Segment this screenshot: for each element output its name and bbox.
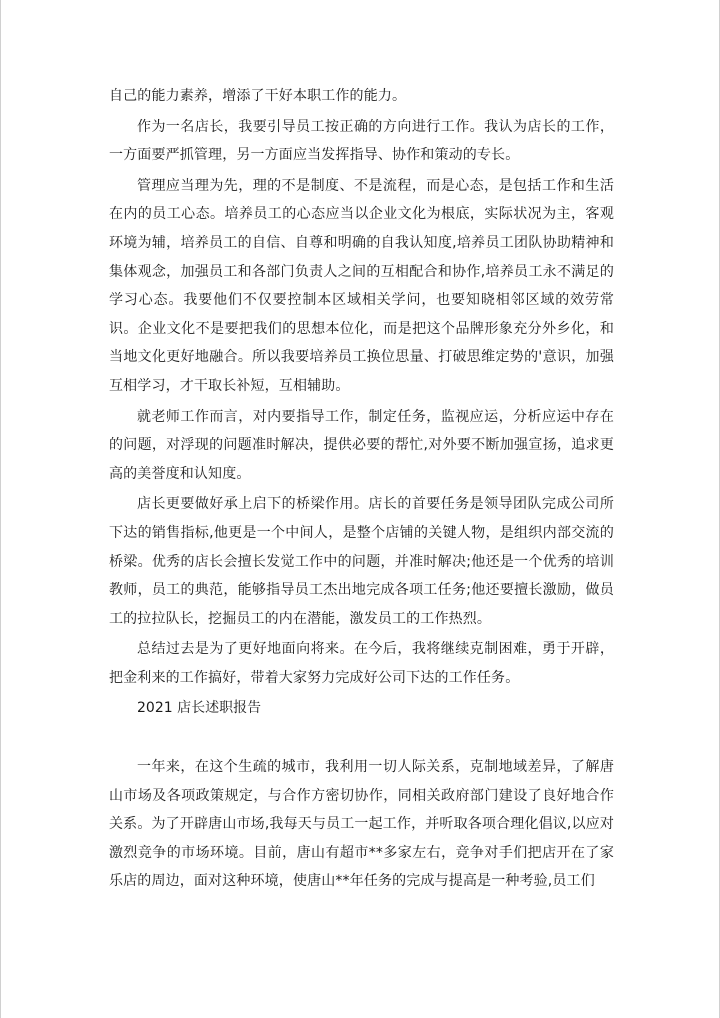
paragraph-year-review: 一年来，在这个生疏的城市，我利用一切人际关系，克制地域差异，了解唐山市场及各项政策规定，与合作方密切协作，同相关政府部门建设了良好地合作关系。为了开辟唐山市场,我每天与员工一起工作，并听取各项合理化倡议,以应对激烈竞争的市场环境。目前，唐山有超市**多家左右，竞争对手们把店开在了家乐店的周边，面对这种环境，使唐山**年任务的完成与提高是一种考验,员工们 bbox=[109, 759, 614, 890]
paragraph-teacher-work: 就老师工作而言，对内要指导工作，制定任务，监视应运，分析应运中存在的问题，对浮现的问题准时解决，提供必要的帮忙,对外要不断加强宣扬，追求更高的美誉度和认知度。 bbox=[109, 408, 614, 482]
paragraph-store-manager-role: 作为一名店长，我要引导员工按正确的方向进行工作。我认为店长的工作，一方面要严抓管理，另一方面应当发挥指导、协作和策动的专长。 bbox=[109, 118, 614, 164]
paragraph-management-mindset: 管理应当理为先，理的不是制度、不是流程，而是心态，是包括工作和生活在内的员工心态。培养员工的心态应当以企业文化为根底，实际状况为主，客观环境为辅，培养员工的自信、自尊和明确的自我认知度,培养员工团队协助精神和集体观念，加强员工和各部门负责人之间的互相配合和协作,培养员工永不满足的学习心态。我要他们不仅要控制本区域相关学问，也要知晓相邻区域的效劳常识。企业文化不是要把我们的思想本位化，而是把这个品牌形象充分外乡化，和当地文化更好地融合。所以我要培养员工换位思量、打破思维定势的'意识，加强互相学习，才干取长补短，互相辅助。 bbox=[109, 177, 614, 394]
paragraph-continuation: 自己的能力素养，增添了干好本职工作的能力。 bbox=[109, 88, 407, 104]
section-gap bbox=[109, 723, 614, 753]
section-title: 2021 店长述职报告 bbox=[137, 700, 262, 717]
paragraph-bridge-role: 店长更要做好承上启下的桥梁作用。店长的首要任务是领导团队完成公司所下达的销售指标,他更是一个中间人，是整个店铺的关键人物，是组织内部交流的桥梁。优秀的店长会擅长发觉工作中的问题，并准时解决;他还是一个优秀的培训教师，员工的典范，能够指导员工杰出地完成各项工任务;他还要擅长激励，做员工的拉拉队长，挖掘员工的内在潜能，激发员工的工作热烈。 bbox=[109, 496, 614, 627]
paragraph-summary: 总结过去是为了更好地面向将来。在今后，我将继续克制困难，勇于开辟，把金利来的工作搞好，带着大家努力完成好公司下达的工作任务。 bbox=[109, 641, 614, 686]
document-body bbox=[109, 82, 614, 896]
